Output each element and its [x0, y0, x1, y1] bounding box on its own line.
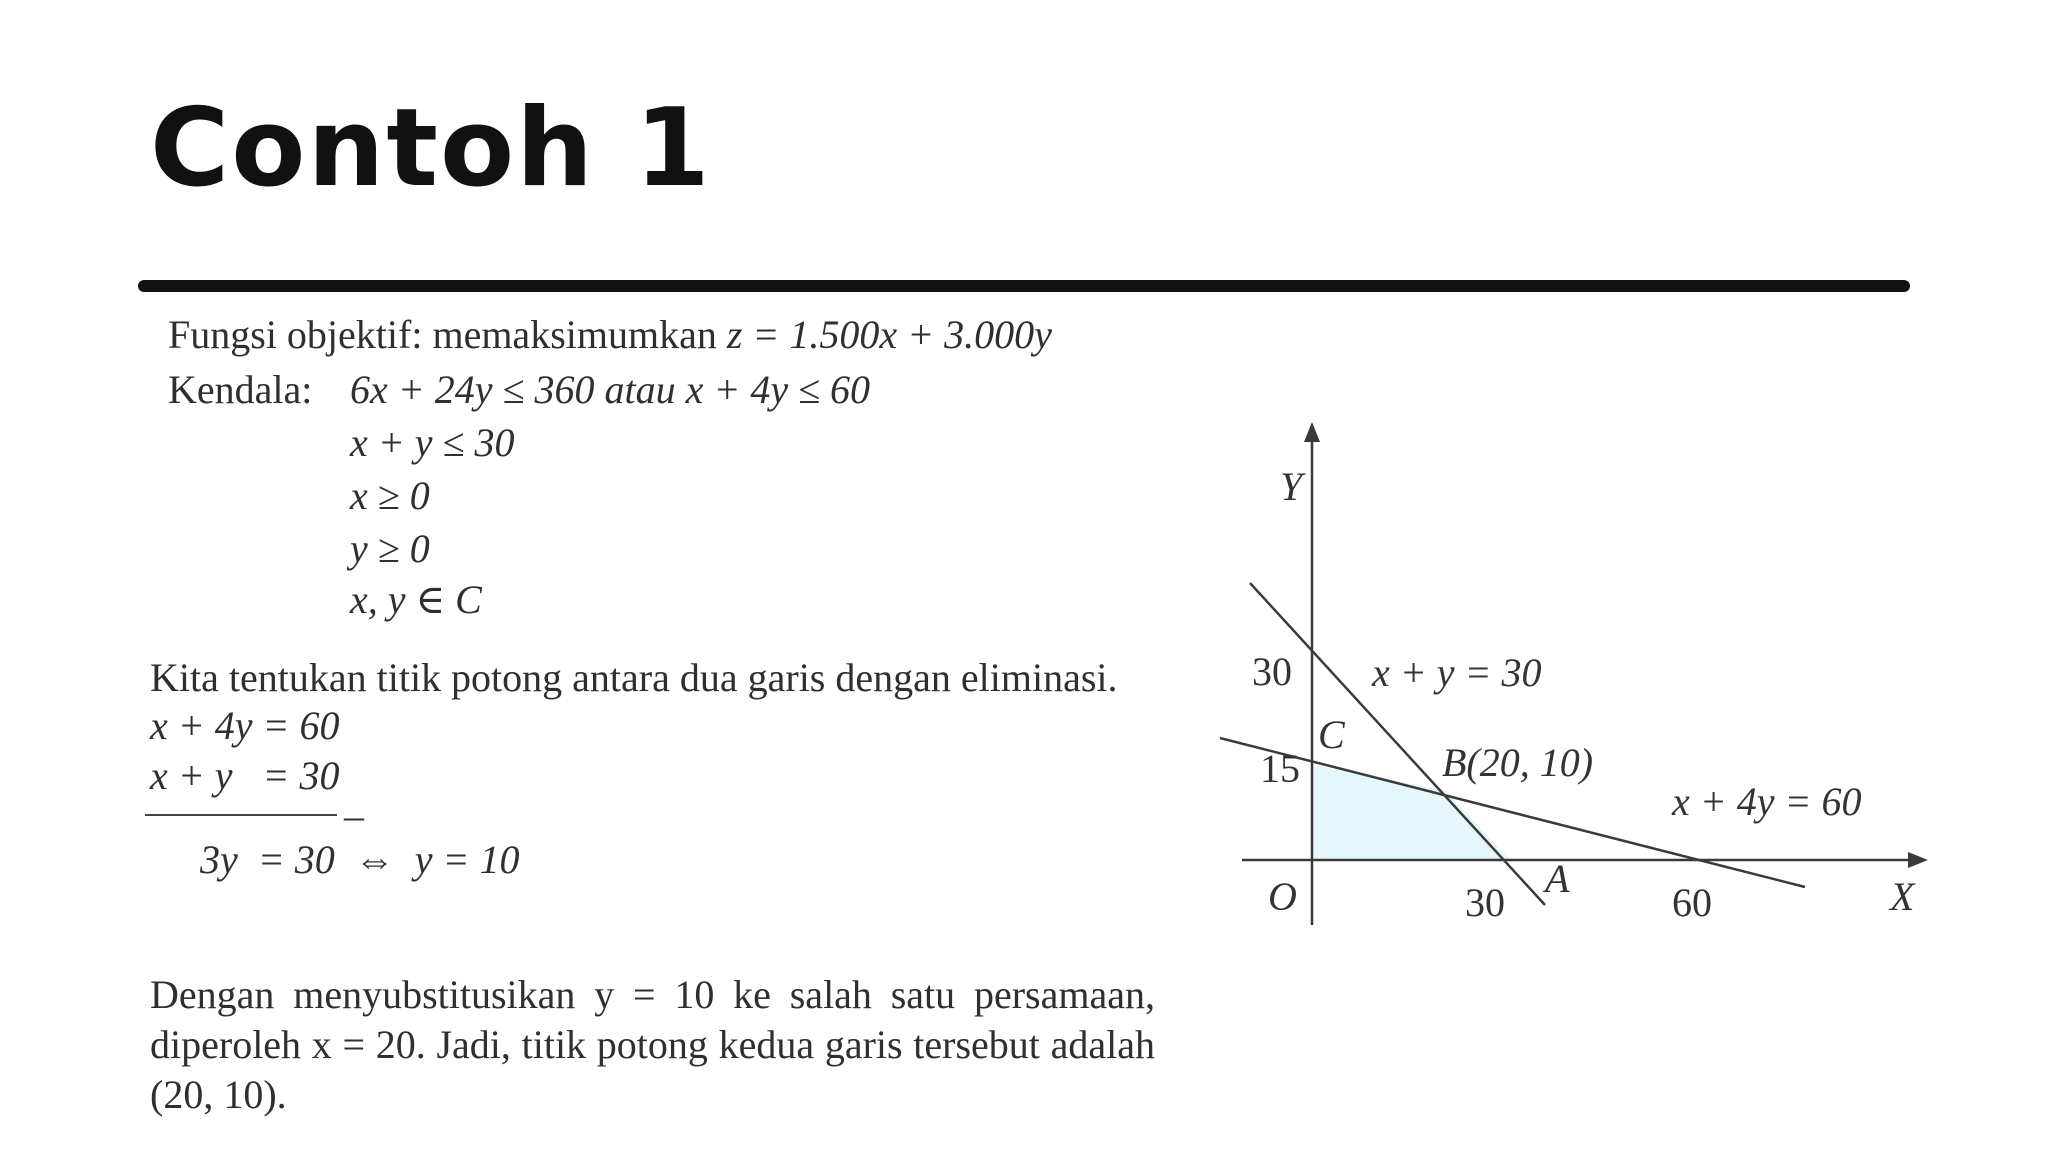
- x-axis-label: X: [1890, 874, 1915, 919]
- x-axis-arrow: [1908, 852, 1928, 868]
- elimination-result: 3y = 30 ⇔ y = 10: [200, 837, 520, 882]
- elimination-operator: –: [344, 793, 364, 838]
- elimination-intro: Kita tentukan titik potong antara dua garis dengan eliminasi.: [150, 655, 1118, 700]
- slide-title: Contoh 1: [150, 86, 712, 211]
- line-label-x-plus-y: x + y = 30: [1372, 650, 1542, 695]
- elimination-rule: [145, 814, 337, 816]
- constraint-5: x, y ∈ C: [350, 577, 482, 622]
- x-tick-60: 60: [1672, 880, 1712, 925]
- title-underline: [138, 280, 1910, 292]
- objective-function: [168, 312, 1052, 357]
- line-label-x-plus-4y: x + 4y = 60: [1672, 779, 1862, 824]
- constraint-2: x + y ≤ 30: [350, 420, 515, 465]
- constraint-4: y ≥ 0: [350, 526, 430, 571]
- objective-expression: z = 1.500x + 3.000y: [726, 312, 1052, 357]
- x-tick-30: 30: [1465, 880, 1505, 925]
- y-axis-arrow: [1304, 422, 1320, 442]
- y-tick-15: 15: [1260, 746, 1300, 791]
- feasible-region-graph: [1200, 420, 1940, 940]
- elimination-eq2: x + y = 30: [150, 753, 340, 798]
- point-b-label: B(20, 10): [1442, 740, 1594, 785]
- constraints-label: Kendala:: [168, 367, 313, 412]
- origin-label: O: [1268, 874, 1297, 919]
- point-c-label: C: [1318, 712, 1345, 757]
- objective-label: Fungsi objektif: memaksimumkan: [168, 312, 727, 357]
- y-tick-30: 30: [1252, 649, 1292, 694]
- conclusion-paragraph: Dengan menyubstitusikan y = 10 ke salah satu persamaan, diperoleh x = 20. Jadi, titik potong kedua garis tersebut adalah (20, 10).: [150, 972, 1155, 1117]
- constraint-1: 6x + 24y ≤ 360 atau x + 4y ≤ 60: [350, 367, 871, 412]
- y-axis-label: Y: [1280, 464, 1303, 509]
- elimination-eq1: x + 4y = 60: [150, 703, 340, 748]
- point-a-label: A: [1545, 856, 1570, 901]
- constraint-3: x ≥ 0: [350, 473, 430, 518]
